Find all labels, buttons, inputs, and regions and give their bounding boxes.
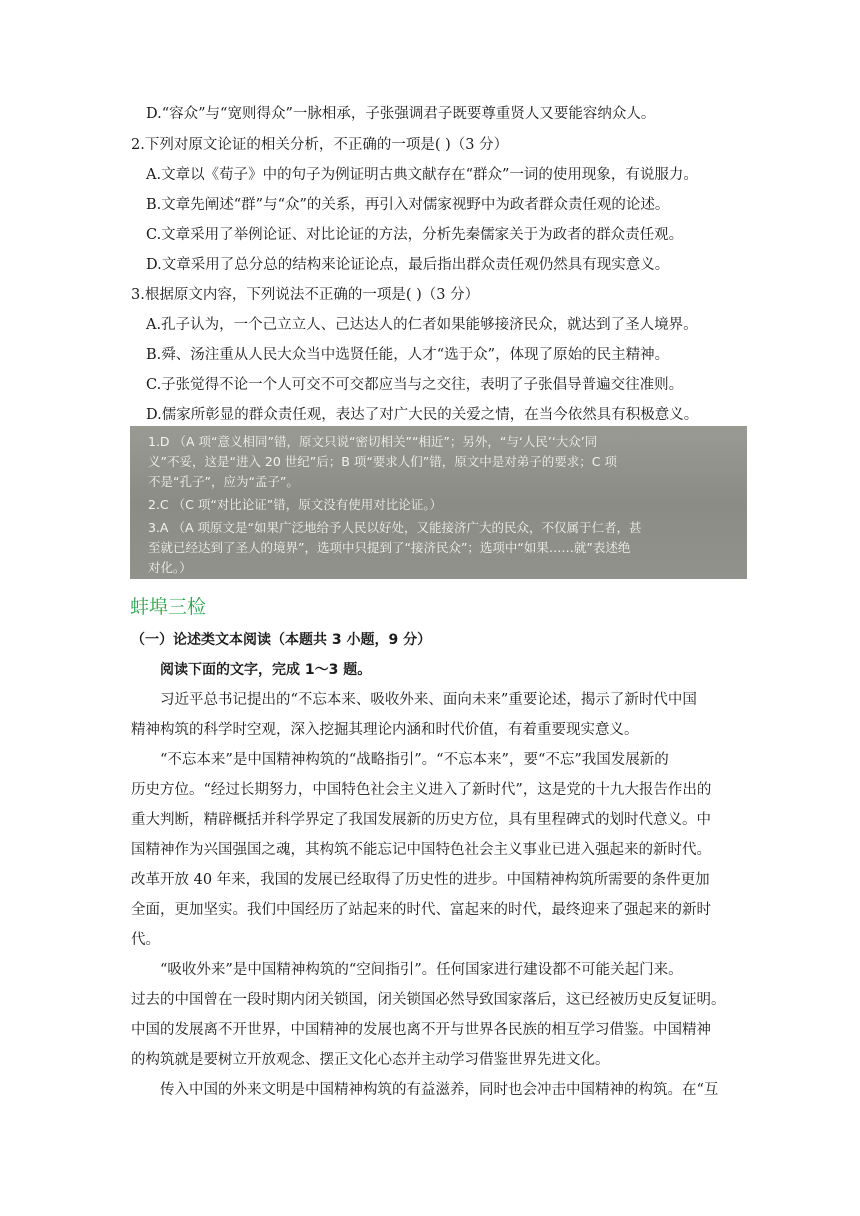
answer-line: 2.C （C 项“对比论证”错，原文没有使用对比论证。） — [148, 497, 443, 512]
passage-line: 代。 — [131, 932, 160, 948]
passage-line: 改革开放 40 年来，我国的发展已经取得了历史性的进步。中国精神构筑所需要的条件更加 — [131, 872, 710, 888]
q3-stem: 3.根据原文内容，下列说法不正确的一项是( )（3 分） — [131, 287, 480, 303]
q3-option-a: A.孔子认为，一个己立立人、己达达人的仁者如果能够接济民众，就达到了圣人境界。 — [146, 317, 698, 333]
answer-line: 义”不妥，这是“进入 20 世纪”后；B 项“要求人们”错，原文中是对弟子的要求；C 项 — [148, 454, 617, 469]
passage-line: 中国的发展离不开世界，中国精神的发展也离不开与世界各民族的相互学习借鉴。中国精神 — [131, 1022, 711, 1038]
q3-option-b: B.舜、汤注重从人民大众当中选贤任能，人才“选于众”，体现了原始的民主精神。 — [146, 347, 670, 363]
passage-line: 的构筑就是要树立开放观念、摆正文化心态并主动学习借鉴世界先进文化。 — [131, 1052, 610, 1068]
passage-line: 国精神作为兴国强国之魂，其构筑不能忘记中国特色社会主义事业已进入强起来的新时代。 — [131, 842, 711, 858]
answer-key-image — [130, 426, 747, 579]
answer-line: 对化。） — [148, 560, 192, 575]
answer-line: 至就已经达到了圣人的境界”，选项中只提到了“接济民众”；选项中“如果……就”表述绝 — [148, 540, 631, 555]
passage-line: “吸收外来”是中国精神构筑的“空间指引”。任何国家进行建设都不可能关起门来。 — [160, 962, 683, 978]
q2-stem: 2.下列对原文论证的相关分析，不正确的一项是( )（3 分） — [131, 137, 509, 153]
passage-line: “不忘本来”是中国精神构筑的“战略指引”。“不忘本来”，要“不忘”我国发展新的 — [160, 752, 669, 768]
passage-line: 重大判断，精辟概括并科学界定了我国发展新的历史方位，具有里程碑式的划时代意义。中 — [131, 812, 711, 828]
passage-line: 过去的中国曾在一段时期内闭关锁国，闭关锁国必然导致国家落后，这已经被历史反复证明。 — [131, 992, 726, 1008]
answer-line: 不是“孔子”，应为“孟子”。 — [148, 474, 299, 489]
answer-line: 1.D （A 项“意义相同”错，原文只说“密切相关”“相近”；另外，“与‘人民’‘大众’同 — [148, 434, 598, 449]
q1-option-d: D.“容众”与“宽则得众”一脉相承，子张强调君子既要尊重贤人又要能容纳众人。 — [146, 106, 656, 122]
q2-option-b: B.文章先阐述“群”与“众”的关系，再引入对儒家视野中为政者群众责任观的论述。 — [146, 197, 670, 213]
passage-line: 传入中国的外来文明是中国精神构筑的有益滋养，同时也会冲击中国精神的构筑。在“互 — [160, 1082, 719, 1098]
section-subtitle: （一）论述类文本阅读（本题共 3 小题，9 分） — [131, 632, 432, 648]
section-title: 蚌埠三检 — [130, 596, 207, 618]
q2-option-c: C.文章采用了举例论证、对比论证的方法，分析先秦儒家关于为政者的群众责任观。 — [146, 227, 684, 243]
section-instruction: 阅读下面的文字，完成 1～3 题。 — [160, 662, 372, 678]
passage-line: 习近平总书记提出的“不忘本来、吸收外来、面向未来”重要论述，揭示了新时代中国 — [160, 692, 697, 708]
q3-option-c: C.子张觉得不论一个人可交不可交都应当与之交往，表明了子张倡导普遍交往准则。 — [146, 377, 684, 393]
q2-option-d: D.文章采用了总分总的结构来论证论点，最后指出群众责任观仍然具有现实意义。 — [146, 257, 670, 273]
q2-option-a: A.文章以《荀子》中的句子为例证明古典文献存在“群众”一词的使用现象，有说服力。 — [146, 167, 698, 183]
passage-line: 精神构筑的科学时空观，深入挖掘其理论内涵和时代价值，有着重要现实意义。 — [131, 722, 639, 738]
passage-line: 全面，更加坚实。我们中国经历了站起来的时代、富起来的时代，最终迎来了强起来的新时 — [131, 902, 711, 918]
passage-line: 历史方位。“经过长期努力，中国特色社会主义进入了新时代”，这是党的十九大报告作出的 — [131, 782, 712, 798]
q3-option-d: D.儒家所彰显的群众责任观，表达了对广大民的关爱之情，在当今依然具有积极意义。 — [146, 407, 699, 423]
answer-line: 3.A （A 项原文是“如果广泛地给予人民以好处，又能接济广大的民众，不仅属于仁者，甚 — [148, 520, 642, 535]
